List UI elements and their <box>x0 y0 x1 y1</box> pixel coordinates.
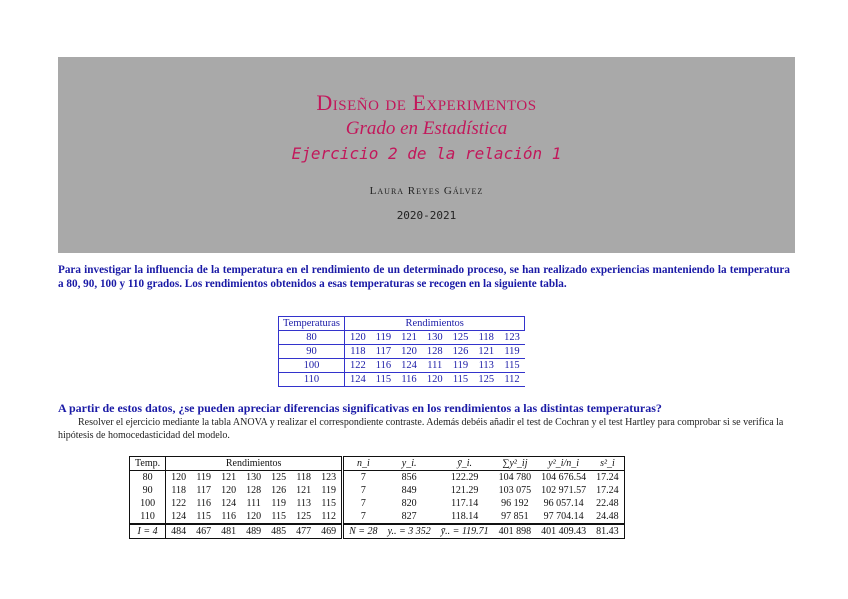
value-cell: 120 <box>396 345 422 359</box>
sum-cell: 820 <box>401 498 417 509</box>
temp-cell: 80 <box>279 331 345 345</box>
value-cell: 128 <box>422 345 448 359</box>
value-cell: 119 <box>371 331 396 345</box>
value-cell: 130 <box>246 472 262 483</box>
n-cell: 7 <box>343 484 383 497</box>
temp-cell: 80 <box>130 471 166 485</box>
temp-cell: 110 <box>130 510 166 524</box>
value-cell: 128 <box>246 485 262 496</box>
value-cell: 121 <box>473 345 499 359</box>
value-cell: 117 <box>371 345 396 359</box>
value-cell: 118 <box>171 485 186 496</box>
n-cell: 7 <box>343 497 383 510</box>
value-cell: 112 <box>499 373 525 387</box>
total-sq-n: 401 409.43 <box>536 524 591 539</box>
temp-cell: 90 <box>130 484 166 497</box>
total-cell: 485 <box>266 524 291 539</box>
grand-mean: ȳ.. = 119.71 <box>436 524 494 539</box>
table-row <box>279 373 525 387</box>
header-sq-n: y²_i/n_i <box>536 457 591 471</box>
value-cell: 117 <box>196 485 211 496</box>
value-cell: 119 <box>448 359 474 373</box>
temp-cell: 90 <box>279 345 345 359</box>
value-cell: 111 <box>246 498 261 509</box>
value-cell: 120 <box>171 472 187 483</box>
question-text: A partir de estos datos, ¿se pueden apreciar diferencias significativas en los rendimientos a las distintas temperaturas? <box>58 401 662 415</box>
total-cell: 477 <box>291 524 316 539</box>
value-cell: 125 <box>291 510 316 524</box>
value-cell: 121 <box>396 331 422 345</box>
total-label: I = 4 <box>130 524 166 539</box>
table-row <box>279 331 525 345</box>
value-cell: 119 <box>499 345 525 359</box>
total-cell: 481 <box>216 524 241 539</box>
value-cell: 125 <box>448 331 474 345</box>
mean-cell: 121.29 <box>450 485 479 496</box>
n-cell: 7 <box>343 471 383 485</box>
value-cell: 116 <box>371 359 396 373</box>
variance-cell: 17.24 <box>591 471 624 485</box>
total-sumsq: 401 898 <box>494 524 537 539</box>
sum-cell: 856 <box>401 472 417 483</box>
table-row <box>130 484 625 497</box>
value-cell: 115 <box>266 510 291 524</box>
sq-n-cell: 104 676.54 <box>541 472 587 483</box>
temp-cell: 100 <box>130 497 166 510</box>
sumsq-cell: 103 075 <box>498 485 532 496</box>
document-title: Diseño de Experimentos <box>316 90 537 115</box>
variance-cell: 17.24 <box>591 484 624 497</box>
table-header-yields: Rendimientos <box>345 317 525 331</box>
temp-cell: 110 <box>279 373 345 387</box>
total-cell: 489 <box>241 524 266 539</box>
exercise-heading: Ejercicio 2 de la relación 1 <box>291 144 562 163</box>
table-row <box>130 497 625 510</box>
value-cell: 122 <box>171 498 187 509</box>
sq-n-cell: 96 057.14 <box>543 498 584 509</box>
academic-year: 2020-2021 <box>396 209 457 222</box>
author-name: Laura Reyes Gálvez <box>369 185 484 197</box>
value-cell: 124 <box>345 373 371 387</box>
table-row <box>279 345 525 359</box>
value-cell: 120 <box>241 510 266 524</box>
sumsq-cell: 96 192 <box>501 498 529 509</box>
total-variance: 81.43 <box>591 524 624 539</box>
title-block <box>58 57 795 253</box>
value-cell: 126 <box>448 345 474 359</box>
value-cell: 124 <box>396 359 422 373</box>
sumsq-cell: 97 851 <box>494 510 537 524</box>
table-row <box>279 359 525 373</box>
instructions-text: Resolver el ejercicio mediante la tabla ANOVA y realizar el correspondiente contraste. Además debéis añadir el test de Cochran y el test Hartley para comprobar si se verifica la hipótesis de homocedasticidad del modelo. <box>58 417 784 441</box>
value-cell: 119 <box>271 498 286 509</box>
table-header-temperatures: Temperaturas <box>279 317 345 331</box>
value-cell: 125 <box>473 373 499 387</box>
value-cell: 111 <box>422 359 448 373</box>
header-temp: Temp. <box>130 457 166 471</box>
value-cell: 124 <box>166 510 192 524</box>
value-cell: 115 <box>191 510 216 524</box>
value-cell: 115 <box>371 373 396 387</box>
mean-cell: 118.14 <box>436 510 494 524</box>
total-cell: 467 <box>191 524 216 539</box>
value-cell: 115 <box>316 497 343 510</box>
totals-row <box>130 524 625 539</box>
n-cell: 7 <box>343 510 383 524</box>
sq-n-cell: 102 971.57 <box>541 485 587 496</box>
value-cell: 116 <box>216 510 241 524</box>
value-cell: 120 <box>345 331 371 345</box>
total-cell: 469 <box>316 524 343 539</box>
header-variance: s²_i <box>591 457 624 471</box>
value-cell: 123 <box>499 331 525 345</box>
sum-cell: 849 <box>401 485 417 496</box>
value-cell: 118 <box>473 331 499 345</box>
value-cell: 112 <box>316 510 343 524</box>
value-cell: 126 <box>271 485 287 496</box>
value-cell: 130 <box>422 331 448 345</box>
document-subtitle: Grado en Estadística <box>345 118 508 139</box>
value-cell: 125 <box>271 472 287 483</box>
header-sumsq: ∑y²_ij <box>494 457 537 471</box>
sumsq-cell: 104 780 <box>498 472 532 483</box>
variance-cell: 24.48 <box>591 510 624 524</box>
mean-cell: 117.14 <box>451 498 479 509</box>
header-n: n_i <box>343 457 383 471</box>
mean-cell: 122.29 <box>450 472 479 483</box>
value-cell: 122 <box>345 359 371 373</box>
value-cell: 119 <box>316 484 343 497</box>
problem-statement: Para investigar la influencia de la temperatura en el rendimiento de un determinado proceso, se han realizado experiencias manteniendo la temperatura a 80, 90, 100 y 110 grados. Los rendimientos obtenidos a esas temperaturas se recogen en la siguiente tabla. <box>58 264 790 290</box>
value-cell: 118 <box>345 345 371 359</box>
value-cell: 123 <box>316 471 343 485</box>
anova-summary-table <box>129 456 625 539</box>
value-cell: 116 <box>196 498 211 509</box>
table-row <box>130 510 625 524</box>
table-row <box>130 471 625 485</box>
total-n: N = 28 <box>343 524 383 539</box>
total-cell: 484 <box>166 524 192 539</box>
value-cell: 120 <box>422 373 448 387</box>
value-cell: 118 <box>296 472 311 483</box>
value-cell: 120 <box>221 485 237 496</box>
value-cell: 121 <box>221 472 237 483</box>
sum-cell: 827 <box>383 510 436 524</box>
header-mean: ȳ_i. <box>436 457 494 471</box>
value-cell: 116 <box>396 373 422 387</box>
temp-cell: 100 <box>279 359 345 373</box>
value-cell: 113 <box>296 498 311 509</box>
value-cell: 121 <box>296 485 312 496</box>
header-sum: y_i. <box>383 457 436 471</box>
value-cell: 119 <box>196 472 211 483</box>
header-yields: Rendimientos <box>166 457 343 471</box>
variance-cell: 22.48 <box>591 497 624 510</box>
data-table <box>278 316 525 387</box>
value-cell: 115 <box>499 359 525 373</box>
grand-total: y.. = 3 352 <box>383 524 436 539</box>
sq-n-cell: 97 704.14 <box>536 510 591 524</box>
value-cell: 124 <box>221 498 237 509</box>
value-cell: 115 <box>448 373 474 387</box>
value-cell: 113 <box>473 359 499 373</box>
